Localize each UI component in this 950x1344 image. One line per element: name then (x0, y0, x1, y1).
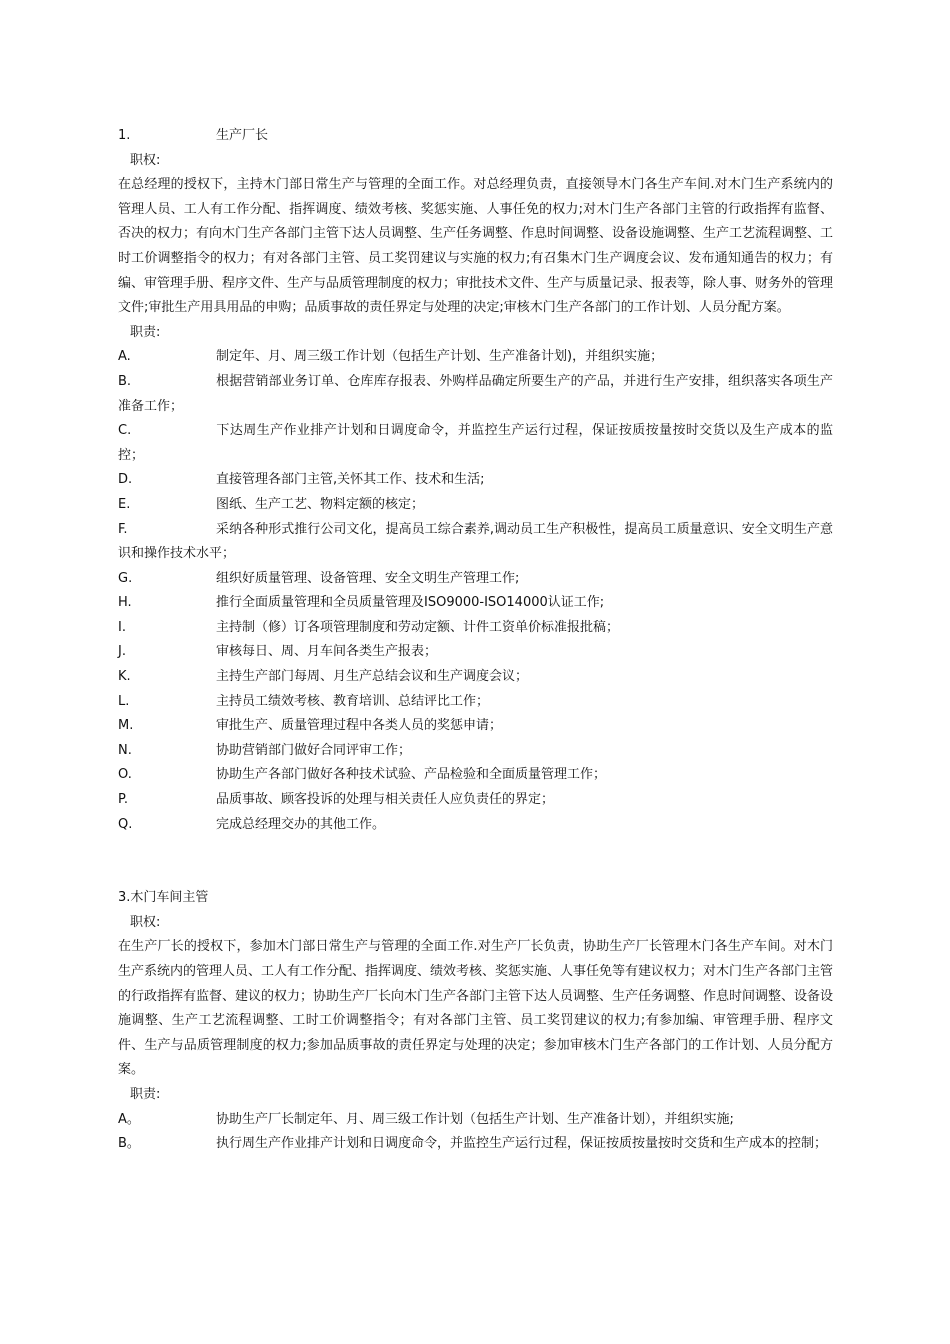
duty-marker: M. (118, 718, 134, 734)
duty-text: 协助生产厂长制定年、月、周三级工作计划（包括生产计划、生产准备计划），并组织实施; (216, 1111, 734, 1127)
duty-marker: G. (118, 570, 133, 586)
duty-text: 主持员工绩效考核、教育培训、总结评比工作； (216, 693, 490, 709)
duty-marker: O. (118, 767, 132, 783)
duty-text: 审核每日、周、月车间各类生产报表； (216, 644, 438, 660)
section-1-duties-list (118, 345, 833, 837)
duty-item (118, 763, 833, 788)
section-1-heading (118, 124, 833, 149)
duty-marker: P. (118, 792, 128, 808)
duty-marker: B. (118, 373, 132, 389)
section-1-duties-label: 职责: (130, 324, 161, 340)
duty-item (118, 714, 833, 739)
duty-text: 主持制（修）订各项管理制度和劳动定额、计件工资单价标准报批稿； (216, 619, 620, 635)
duty-marker: F. (118, 521, 128, 537)
duty-marker: N. (118, 742, 132, 758)
duty-marker: A。 (118, 1111, 140, 1127)
section-3-duties-list (118, 1108, 833, 1157)
duty-item (118, 567, 833, 592)
duty-marker: L. (118, 693, 130, 709)
duty-marker: H. (118, 595, 132, 611)
duty-item (118, 640, 833, 665)
duty-item (118, 1132, 833, 1157)
duty-text: 完成总经理交办的其他工作。 (216, 816, 386, 832)
duty-marker: K. (118, 669, 131, 685)
duty-text: 下达周生产作业排产计划和日调度命令，并监控生产运行过程，保证按质按量按时交货以及生产成本的监控； (118, 423, 833, 463)
duty-item (118, 345, 833, 370)
duty-text: 制定年、月、周三级工作计划（包括生产计划、生产准备计划)，并组织实施； (216, 349, 664, 365)
section-1-number: 1. (118, 128, 131, 143)
duty-item (118, 493, 833, 518)
section-3-powers-label: 职权: (130, 914, 161, 930)
duty-item (118, 419, 833, 468)
section-1-powers-label: 职权: (130, 152, 161, 168)
duty-marker: A. (118, 349, 131, 365)
duty-item (118, 591, 833, 616)
duty-text: 采纳各种形式推行公司文化，提高员工综合素养,调动员工生产积极性，提高员工质量意识、安全文明生产意识和操作技术水平； (118, 521, 833, 562)
duty-marker: I. (118, 619, 126, 635)
section-1-powers-text: 在总经理的授权下，主持木门部日常生产与管理的全面工作。对总经理负责，直接领导木门各生产车间.对木门生产系统内的管理人员、工人有工作分配、指挥调度、绩效考核、奖惩实施、人事任免的权力;对木门生产各部门主管的行政指挥有监督、否决的权力；有向木门生产各部门主管下达人员调整、生产任务调整、作息时间调整、设备设施调整、生产工艺流程调整、工时工价调整指令的权力；有对各部门主管、员工奖罚建议与实施的权力;有召集木门生产调度会议、发布通知通告的权力；有编、审管理手册、程序文件、生产与品质管理制度的权力；审批技术文件、生产与质量记录、报表等，除人事、财务外的管理文件;审批生产用具用品的申购；品质事故的责任界定与处理的决定;审核木门生产各部门的工作计划、人员分配方案。 (118, 177, 834, 316)
duty-text: 执行周生产作业排产计划和日调度命令，并监控生产运行过程，保证按质按量按时交货和生产成本的控制； (216, 1136, 828, 1152)
duty-text: 品质事故、顾客投诉的处理与相关责任人应负责任的界定； (216, 792, 555, 808)
section-3-title: 3.木门车间主管 (118, 890, 209, 906)
duty-text: 协助生产各部门做好各种技术试验、产品检验和全面质量管理工作； (216, 767, 607, 783)
duty-text: 组织好质量管理、设备管理、安全文明生产管理工作; (216, 570, 520, 586)
duty-text: 图纸、生产工艺、物料定额的核定； (216, 496, 425, 512)
section-spacer (118, 837, 833, 886)
duty-text: 根据营销部业务订单、仓库库存报表、外购样品确定所要生产的产品，并进行生产安排，组织落实各项生产准备工作； (118, 373, 833, 414)
duty-marker: C. (118, 423, 132, 439)
document-page (118, 124, 833, 1157)
duty-text: 主持生产部门每周、月生产总结会议和生产调度会议； (216, 669, 529, 685)
section-3-powers-text: 在生产厂长的授权下，参加木门部日常生产与管理的全面工作.对生产厂长负责，协助生产厂长管理木门各生产车间。对木门生产系统内的管理人员、工人有工作分配、指挥调度、绩效考核、奖惩实施、人事任免等有建议权力；对木门生产各部门主管的行政指挥有监督、建议的权力；协助生产厂长向木门生产各部门主管下达人员调整、生产任务调整、作息时间调整、设备设施调整、生产工艺流程调整、工时工价调整指令；有对各部门主管、员工奖罚建议的权力;有参加编、审管理手册、程序文件、生产与品质管理制度的权力;参加品质事故的责任界定与处理的决定；参加审核木门生产各部门的工作计划、人员分配方案。 (118, 939, 834, 1078)
duty-item (118, 813, 833, 838)
duty-item (118, 370, 833, 419)
duty-item (118, 1108, 833, 1133)
duty-text: 协助营销部门做好合同评审工作； (216, 742, 412, 758)
duty-text: 直接管理各部门主管,关怀其工作、技术和生活; (216, 472, 485, 488)
duty-item (118, 665, 833, 690)
duty-text: 审批生产、质量管理过程中各类人员的奖惩申请； (216, 718, 503, 734)
duty-text: 推行全面质量管理和全员质量管理及ISO9000-ISO14000认证工作; (216, 595, 605, 611)
section-3-duties-label: 职责: (130, 1086, 161, 1102)
duty-marker: E. (118, 496, 131, 512)
section-1-title: 生产厂长 (216, 128, 269, 143)
duty-item (118, 468, 833, 493)
duty-marker: B。 (118, 1136, 140, 1152)
duty-marker: J. (118, 644, 126, 660)
duty-item (118, 616, 833, 641)
duty-marker: D. (118, 472, 133, 488)
duty-item (118, 690, 833, 715)
duty-marker: Q. (118, 816, 133, 832)
duty-item (118, 788, 833, 813)
duty-item (118, 739, 833, 764)
duty-item (118, 518, 833, 567)
